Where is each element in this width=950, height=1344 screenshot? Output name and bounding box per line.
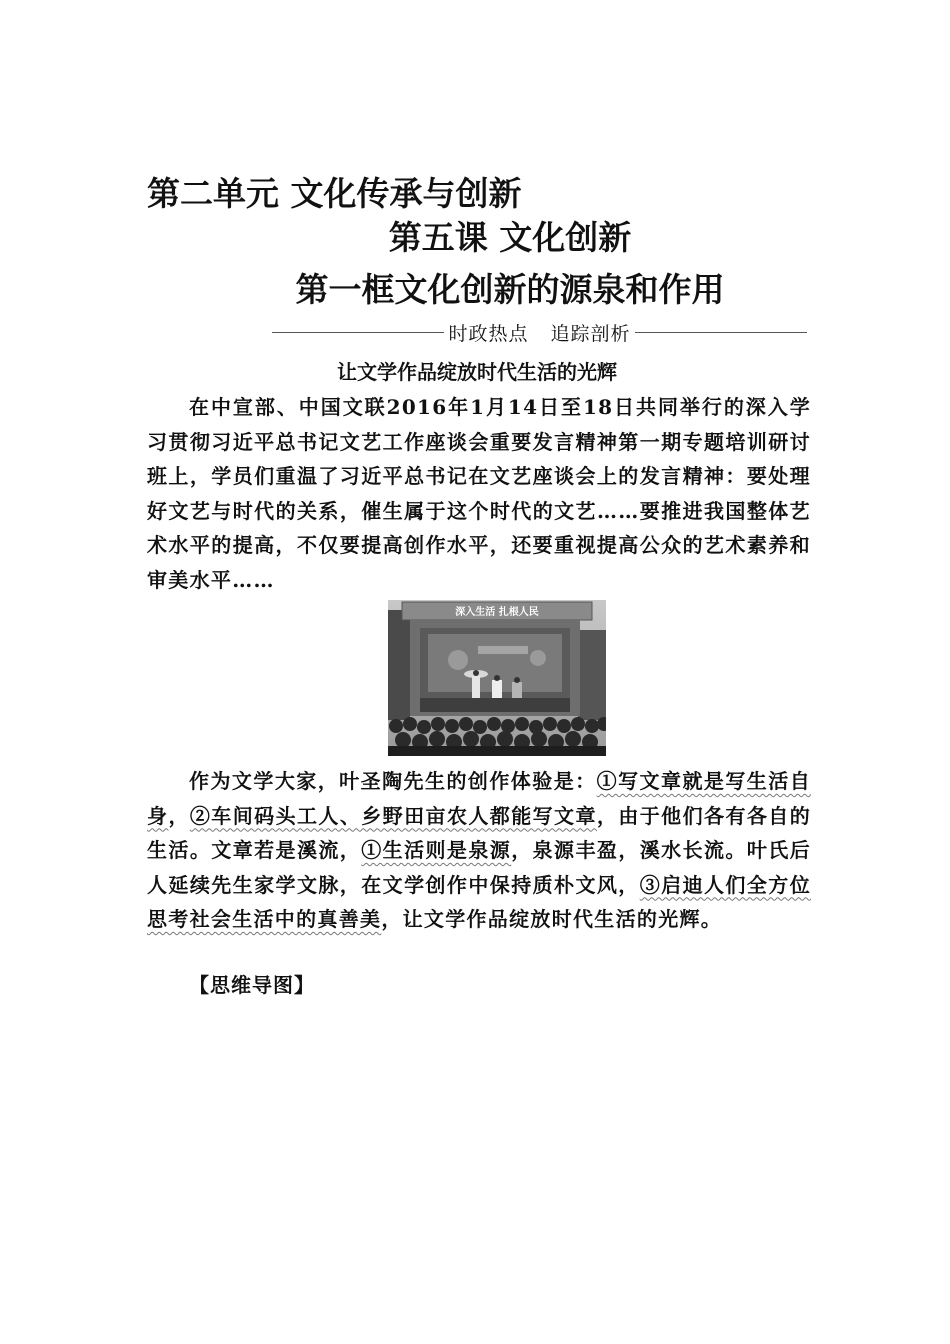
mindmap-heading: 【思维导图】: [189, 973, 315, 997]
stage-performance-photo: [388, 600, 606, 756]
marked-phrase-1: ①写文章就是写生活自身: [147, 769, 812, 828]
text-run: ，: [168, 803, 190, 828]
text-run: ，泉源丰盈，溪水长流。叶氏后人延续先生家学文脉，在文学创作中保持质朴文风，: [147, 838, 812, 897]
paragraph-news: 在中宣部、中国文联2016年1月14日至18日共同举行的深入学习贯彻习近平总书记文艺工作座谈会重要发言精神第一期专题培训研讨班上，学员们重温了习近平总书记在文艺座谈会上的发言精神：要处理好文艺与时代的关系，催生属于这个时代的文艺……要推进我国整体艺术水平的提高，不仅要提高创作水平，还要重视提高公众的艺术素养和审美水平……: [147, 395, 811, 592]
text-run: ，让文学作品绽放时代生活的光辉。: [381, 907, 723, 931]
divider-line-right: [635, 332, 807, 333]
text-run: ，由于他们各有各自的生活。文章若是溪流，: [147, 803, 812, 862]
section-divider: [147, 319, 807, 345]
unit-title: 第二单元 文化传承与创新: [147, 174, 522, 213]
marked-phrase-2: ②车间码头工人、乡野田亩农人都能写文章: [189, 803, 597, 828]
marked-phrase-4: ③启迪人们全方位思考社会生活中的真善美: [147, 872, 811, 931]
divider-label-left: 时政热点: [448, 322, 529, 345]
section-title: 第一框文化创新的源泉和作用: [295, 270, 725, 309]
divider-label: [444, 319, 634, 346]
photo-banner-text: 深入生活 扎根人民: [455, 607, 539, 618]
marked-phrase-3: ①生活则是泉源: [361, 838, 512, 862]
divider-label-right: 追踪剖析: [550, 322, 631, 345]
photo-illustration: [388, 600, 606, 756]
lesson-title: 第五课 文化创新: [388, 218, 632, 257]
article-title: 让文学作品绽放时代生活的光辉: [337, 360, 617, 384]
text-run: 作为文学大家，叶圣陶先生的创作体验是：: [189, 769, 597, 793]
divider-line-left: [272, 332, 444, 333]
paragraph-ye-shengtao: [147, 764, 811, 937]
